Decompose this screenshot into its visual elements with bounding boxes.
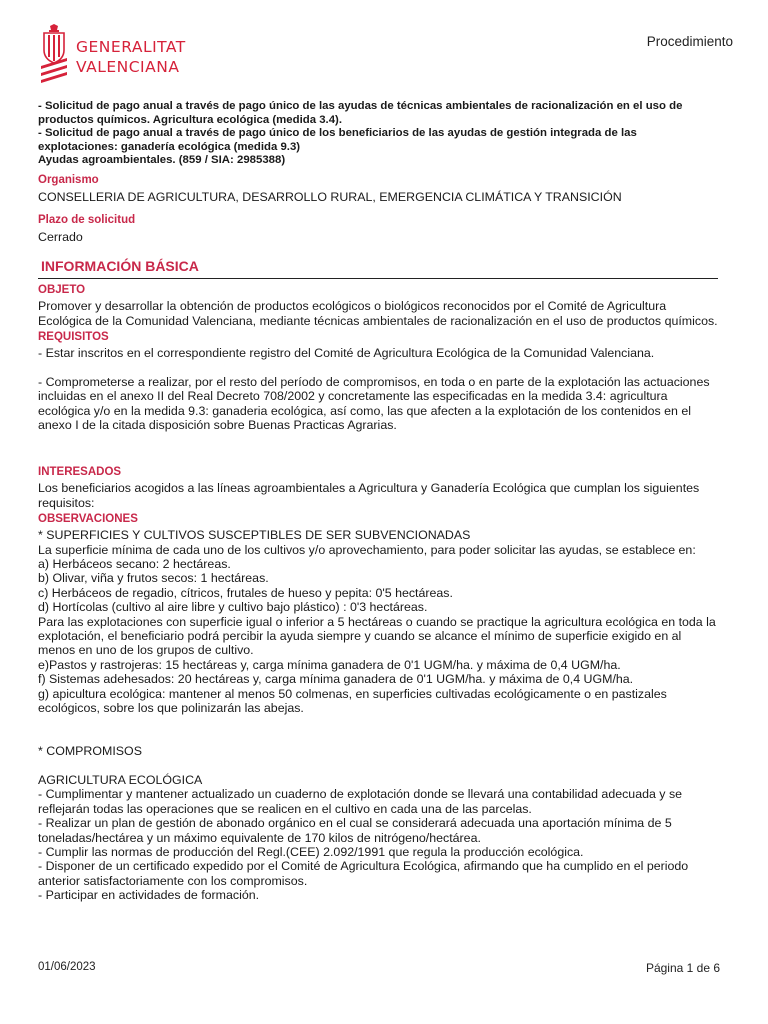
requisitos-label: REQUISITOS bbox=[38, 331, 109, 344]
paragraph bbox=[38, 447, 718, 461]
paragraph: * SUPERFICIES Y CULTIVOS SUSCEPTIBLES DE SER SUBVENCIONADAS bbox=[38, 528, 471, 543]
paragraph: g) apicultura ecológica: mantener al menos 50 colmenas, en superficies cultivadas ecológicamente o en pastizales ecológicos, sobre los que polinizarán las abejas. bbox=[38, 686, 667, 716]
logo-line-valenciana: VALENCIANA bbox=[76, 58, 180, 76]
paragraph bbox=[38, 433, 718, 447]
document-body bbox=[38, 100, 718, 903]
footer-page-number: Página 1 de 6 bbox=[645, 961, 720, 975]
footer-date: 01/06/2023 bbox=[38, 961, 96, 973]
document-type: Procedimiento bbox=[646, 34, 733, 49]
paragraph bbox=[38, 715, 718, 729]
plazo-value: Cerrado bbox=[38, 229, 83, 244]
title-line: - Solicitud de pago anual a través de pago único de los beneficiarios de las ayudas de gestión integrada de las explotaciones: ganadería ecológica (medida 9.3) bbox=[38, 127, 637, 153]
paragraph: - Estar inscritos en el correspondiente registro del Comité de Agricultura Ecológica de la Comunidad Valenciana. bbox=[38, 346, 655, 361]
objeto-label: OBJETO bbox=[38, 284, 86, 297]
procedure-title bbox=[38, 100, 718, 168]
paragraph: - Cumplir las normas de producción del Regl.(CEE) 2.092/1991 que regula la producción ecológica. bbox=[38, 845, 584, 860]
interesados-text: Los beneficiarios acogidos a las líneas agroambientales a Agricultura y Ganadería Ecológica que cumplan los siguientes requisitos: bbox=[38, 481, 700, 510]
title-line: - Solicitud de pago anual a través de pago único de las ayudas de técnicas ambientales de racionalización en el uso de productos químicos. Agricultura ecológica (medida 3.4). bbox=[38, 100, 683, 126]
title-line: Ayudas agroambientales. (859 / SIA: 2985388) bbox=[38, 154, 286, 166]
paragraph: - Comprometerse a realizar, por el resto del período de compromisos, en toda o en parte de la explotación las actuaciones incluidas en el anexo II del Real Decreto 708/2002 y concretamente las especificadas en la medida 3.4: agricultura ecológica y/o en la medida 9.3: ganaderia ecológica, así como, las que afecten a la explotación de los contenidos en el anexo I de la citada disposición sobre Buenas Practicas Agrarias. bbox=[38, 374, 710, 433]
paragraph: f) Sistemas adehesados: 20 hectáreas y, carga mínima ganadera de 0'1 UGM/ha. y máxima de 0,4 UGM/ha. bbox=[38, 672, 634, 687]
paragraph: * COMPROMISOS bbox=[38, 744, 142, 759]
interesados-label: INTERESADOS bbox=[38, 466, 122, 479]
paragraph: - Cumplimentar y mantener actualizado un cuaderno de explotación donde se llevará una contabilidad adecuada y se reflejarán todas las operaciones que se realicen en el cultivo en cada una de las parcelas. bbox=[38, 787, 683, 816]
paragraph: AGRICULTURA ECOLÓGICA bbox=[38, 773, 203, 787]
paragraph: - Disponer de un certificado expedido por el Comité de Agricultura Ecológica, afirmando que ha cumplido en el periodo anterior satisfactoriamente con los compromisos. bbox=[38, 859, 689, 888]
paragraph: Para las explotaciones con superficie igual o inferior a 5 hectáreas o cuando se practique la agricultura ecológica en toda la explotación, el beneficiario podrá percibir la ayuda siempre y cuando se alcance el mínimo de superficie exigido en al menos en uno de los grupos de cultivo. bbox=[38, 614, 716, 658]
paragraph: e)Pastos y rastrojeras: 15 hectáreas y, carga mínima ganadera de 0'1 UGM/ha. y máxima de 0,4 UGM/ha. bbox=[38, 657, 621, 672]
paragraph: b) Olivar, viña y frutos secos: 1 hectáreas. bbox=[38, 571, 269, 586]
requisitos-text bbox=[38, 346, 718, 461]
paragraph bbox=[38, 730, 718, 744]
paragraph: d) Hortícolas (cultivo al aire libre y cultivo bajo plástico) : 0'3 hectáreas. bbox=[38, 600, 428, 615]
organismo-value: CONSELLERIA DE AGRICULTURA, DESARROLLO RURAL, EMERGENCIA CLIMÁTICA Y TRANSICIÓN bbox=[38, 189, 622, 204]
observaciones-text bbox=[38, 528, 718, 903]
plazo-label: Plazo de solicitud bbox=[38, 213, 136, 226]
section-title-informacion-basica: INFORMACIÓN BÁSICA bbox=[38, 258, 718, 279]
observaciones-label: OBSERVACIONES bbox=[38, 513, 138, 526]
coat-of-arms-icon bbox=[40, 24, 68, 84]
paragraph: La superficie mínima de cada uno de los cultivos y/o aprovechamiento, para poder solicitar las ayudas, se establece en: bbox=[38, 542, 696, 557]
paragraph bbox=[38, 759, 718, 773]
paragraph: - Realizar un plan de gestión de abonado orgánico en el cual se considerará adecuada una aportación mínima de 5 toneladas/hectárea y un máximo equivalente de 170 kilos de nitrógeno/hectárea. bbox=[38, 816, 672, 845]
paragraph: a) Herbáceos secano: 2 hectáreas. bbox=[38, 556, 231, 571]
paragraph: c) Herbáceos de regadio, cítricos, frutales de hueso y pepita: 0'5 hectáreas. bbox=[38, 585, 453, 600]
logo-line-generalitat: GENERALITAT bbox=[76, 38, 186, 56]
paragraph bbox=[38, 361, 718, 375]
objeto-text: Promover y desarrollar la obtención de productos ecológicos o biológicos reconocidos por el Comité de Agricultura Ecológica de la Comunidad Valenciana, mediante técnicas ambientales de racionalización en el uso de productos químicos. bbox=[38, 299, 718, 328]
organismo-label: Organismo bbox=[38, 173, 99, 186]
generalitat-logo bbox=[40, 24, 210, 86]
paragraph: - Participar en actividades de formación. bbox=[38, 888, 260, 903]
